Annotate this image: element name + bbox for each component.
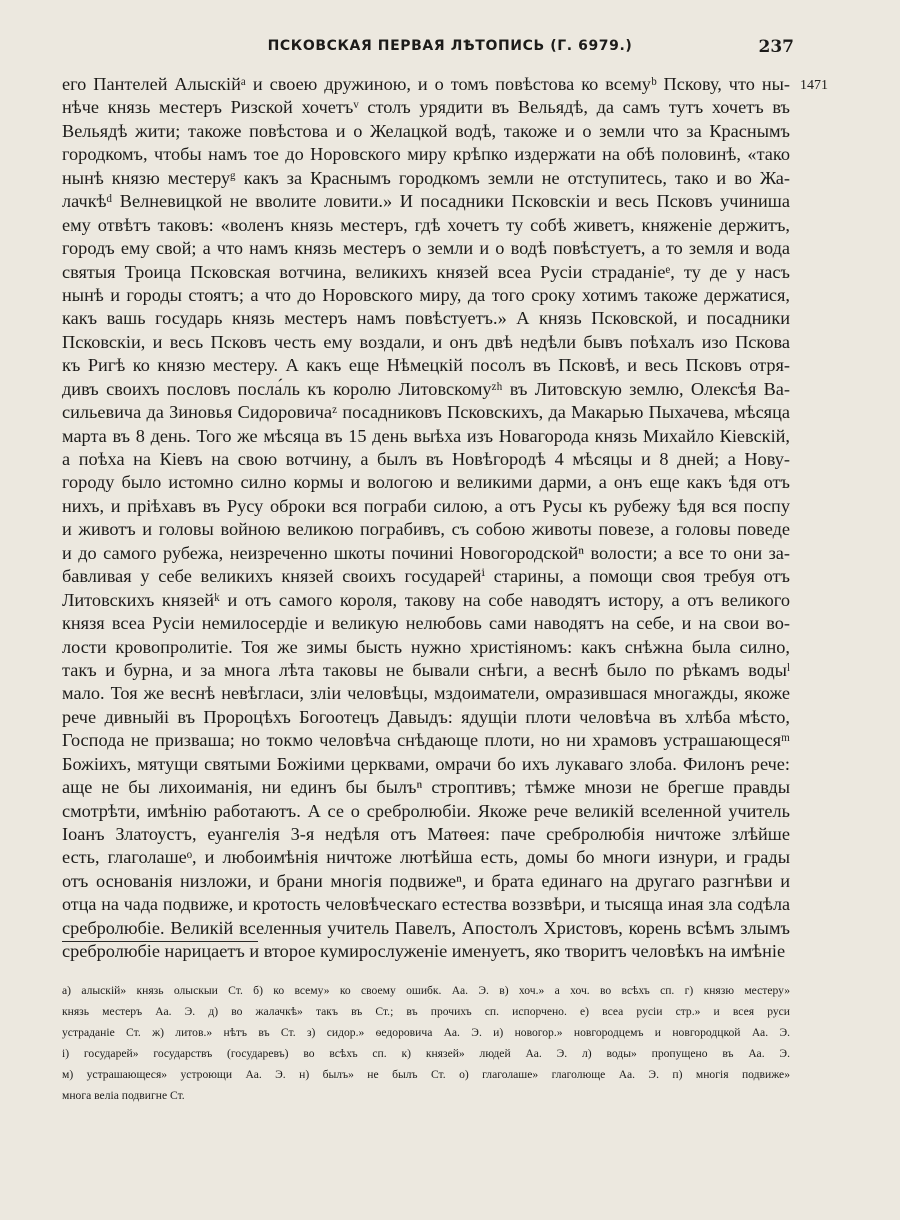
text-line: лости кровопролитіе. Тоя же зимы бысть нужно христіяномъ: какъ снѣжна была силно, — [62, 636, 790, 657]
text-line: есть, глаголашеᵒ, и любоимѣнія ничтоже лютѣйша есть, домы бо многи изнури, и грады — [62, 847, 790, 868]
text-line: нынѣ и городы стоятъ; а что до Норовского миру, да того сроку хотимъ такоже держатися, — [62, 284, 790, 305]
text-line: смотрѣти, имѣнію работаютъ. А се о сребролюбіи. Якоже рече великій вселенной учитель — [62, 800, 790, 821]
text-line: Господа не призваша; но токмо человѣча снѣдающе плоти, но ни храмовъ устрашающесяᵐ — [62, 730, 790, 751]
text-line: аще не бы лихоиманія, ни единъ бы былъⁿ строптивъ; тѣмже мнози не брегше правды — [62, 777, 790, 798]
footnote-separator — [62, 941, 258, 942]
text-line: нѣче князь местеръ Ризской хочетъᵛ столъ урядити въ Вельядѣ, да самъ тутъ хочетъ въ — [62, 97, 790, 118]
page-header — [0, 38, 900, 62]
text-line: и до самого рубежа, неизреченно шкоты починиi Новогородскойⁿ волости; а все то они за- — [62, 542, 790, 563]
footnotes — [62, 980, 790, 1106]
footnote-line: м) устрашающеся» устроющи Аа. Э. н) былъ» не былъ Ст. о) глаголаше» глаголюще Аа. Э. п) многія подвиже» — [62, 1068, 790, 1081]
text-line: такъ и бурна, и за многа лѣта таковы не бывали снѣги, а веснѣ было по рѣкамъ водыˡ — [62, 659, 790, 680]
text-line: нихъ, и пріѣхавъ въ Русу оброки вся пограби силою, а отъ Русы къ рубежу ѣдя вся поспу — [62, 495, 790, 516]
text-line: ему отвѣтъ таковъ: «воленъ князь местеръ, гдѣ хочетъ ту собѣ живетъ, княженіе держитъ, — [62, 214, 790, 235]
text-line: Литовскихъ князейᵏ и отъ самого короля, такову на собе наводятъ истору, а отъ великого — [62, 589, 790, 610]
text-line: Іоанъ Златоустъ, еуангелія 3-я недѣля отъ Матѳея: паче сребролюбія ничтоже злѣйше — [62, 824, 790, 844]
text-line: рече дивныйi въ Пророцѣхъ Богоотецъ Давыдъ: ядущіи плоти человѣча въ хлѣба мѣсто, — [62, 706, 790, 727]
running-title: ПСКОВСКАЯ ПЕРВАЯ ЛѢТОПИСЬ (Г. 6979.) — [267, 38, 633, 54]
text-line: къ Ригѣ ко князю местеру. А какъ еще Нѣмецкій посолъ въ Псковѣ, и весь Псковъ отря- — [62, 355, 790, 376]
text-line: Вельядѣ жити; такоже повѣстова и о Желацкой водѣ, такоже и о земли что за Краснымъ — [62, 120, 790, 141]
text-line: бавливая у себе великихъ князей своихъ государейⁱ старины, а помощи своя требуя отъ — [62, 566, 790, 587]
text-line: какъ вашь государь князь местеръ намъ повѣстуетъ.» А князь Псковской, и посадники — [62, 308, 790, 329]
margin-year-note: 1471 — [800, 78, 828, 93]
footnote-line: князь местеръ Аа. Э. д) во жалачкѣ» такъ въ Ст.; въ прочихъ сп. испорчено. е) всеа русіи стр.» и всея руси — [62, 1005, 790, 1018]
footnote-line: многа велiа подвигне Ст. — [62, 1089, 185, 1102]
text-line: сребролюбіе. Великій вселенныя учитель Павелъ, Апостолъ Христовъ, корень всѣмъ злымъ — [62, 917, 790, 938]
footnote-line: устраданіе Ст. ж) литов.» нѣтъ въ Ст. з) сидор.» ѳедоровича Аа. Э. и) новогор.» новгородцемъ и новгородцкой Аа. Э. — [62, 1026, 790, 1039]
text-line: его Пантелей Алыскійᵃ и своею дружиною, и о томъ повѣстова ко всемуᵇ Пскову, что ны- — [62, 74, 790, 94]
text-line: а поѣха на Кіевъ на свою вотчину, а былъ въ Новѣгородѣ 4 мѣсяцы и 8 дней; а Нову- — [62, 449, 790, 469]
text-line: мало. Тоя же веснѣ невѣгласи, злiи человѣцы, мздоиматели, омразившася многажды, якоже — [62, 683, 790, 704]
text-line: и животъ и головы войною великою пограбивъ, съ собою животы повезе, а головы поведе — [62, 519, 790, 540]
text-line: отца на чада подвиже, и кротость человѣческаго естества воззвѣри, и тысяща иная зла содѣла — [62, 894, 790, 915]
text-line: сребролюбіе нарицаетъ и второе кумирослуженіе именуетъ, яко творитъ человѣкъ на имѣніе — [62, 941, 786, 962]
text-line: Божіихъ, мятущи святыми Божіими церквами, омрачи бо ихъ лукаваго злоба. Филонъ рече: — [62, 753, 790, 774]
text-line: городу было истомно силно кормы и вологою и великими дарми, а онъ еще какъ ѣдя отъ — [62, 472, 790, 493]
text-line: дивъ своихъ пословъ посла́ль къ королю Литовскомуᶻʰ въ Литовскую землю, Олексѣя Ва- — [62, 378, 790, 399]
text-line: князя всеа Русіи немилосердіе и великую нелюбовь сами наводятъ на себе, и на свои во- — [62, 613, 790, 634]
page-number: 237 — [758, 37, 794, 57]
footnote-line: і) государей» государствъ (государевъ) во всѣхъ сп. к) князей» людей Аа. Э. л) воды» пропущено въ Аа. Э. — [62, 1047, 790, 1060]
chronicle-text — [62, 73, 790, 964]
text-line: Псковскіи, и весь Псковъ честь ему воздали, и онъ двѣ недѣли бывъ поѣхалъ изо Пскова — [62, 331, 790, 352]
text-line: лачкѣᵈ Велневицкой не вволите ловити.» И посадники Псковскіи и весь Псковъ учиниша — [62, 191, 790, 212]
text-line: сильевича да Зиновья Сидоровичаᶻ посадниковъ Псковскихъ, да Макарью Пыхачева, мѣсяца — [62, 402, 790, 423]
text-line: городъ ему свой; а что намъ князь местеръ о земли и о водѣ повѣстуетъ, а то земля и вода — [62, 238, 790, 259]
text-line: святыя Троица Псковская вотчина, великихъ князей всеа Русіи страданіеᵉ, ту де у насъ — [62, 261, 790, 282]
text-line: марта въ 8 день. Того же мѣсяца въ 15 день выѣха изъ Новагорода князь Михайло Кіевскій, — [62, 425, 790, 446]
footnote-line: а) алыскій» князь олыскыи Ст. б) ко всему» ко своему ошибк. Аа. Э. в) хоч.» а хоч. во всѣхъ сп. г) князю местеру» — [62, 984, 790, 997]
text-line: городкомъ, чтобы намъ тое до Норовского миру крѣпко издержати на обѣ половинѣ, «тако — [62, 144, 790, 165]
text-line: нынѣ князю местеруᵍ какъ за Краснымъ городкомъ земли не отступитесь, тако и во Жа- — [62, 167, 790, 188]
text-line: отъ основанія низложи, и брани многія подвижеⁿ, и брата единаго на другаго разгнѣви и — [62, 870, 790, 891]
